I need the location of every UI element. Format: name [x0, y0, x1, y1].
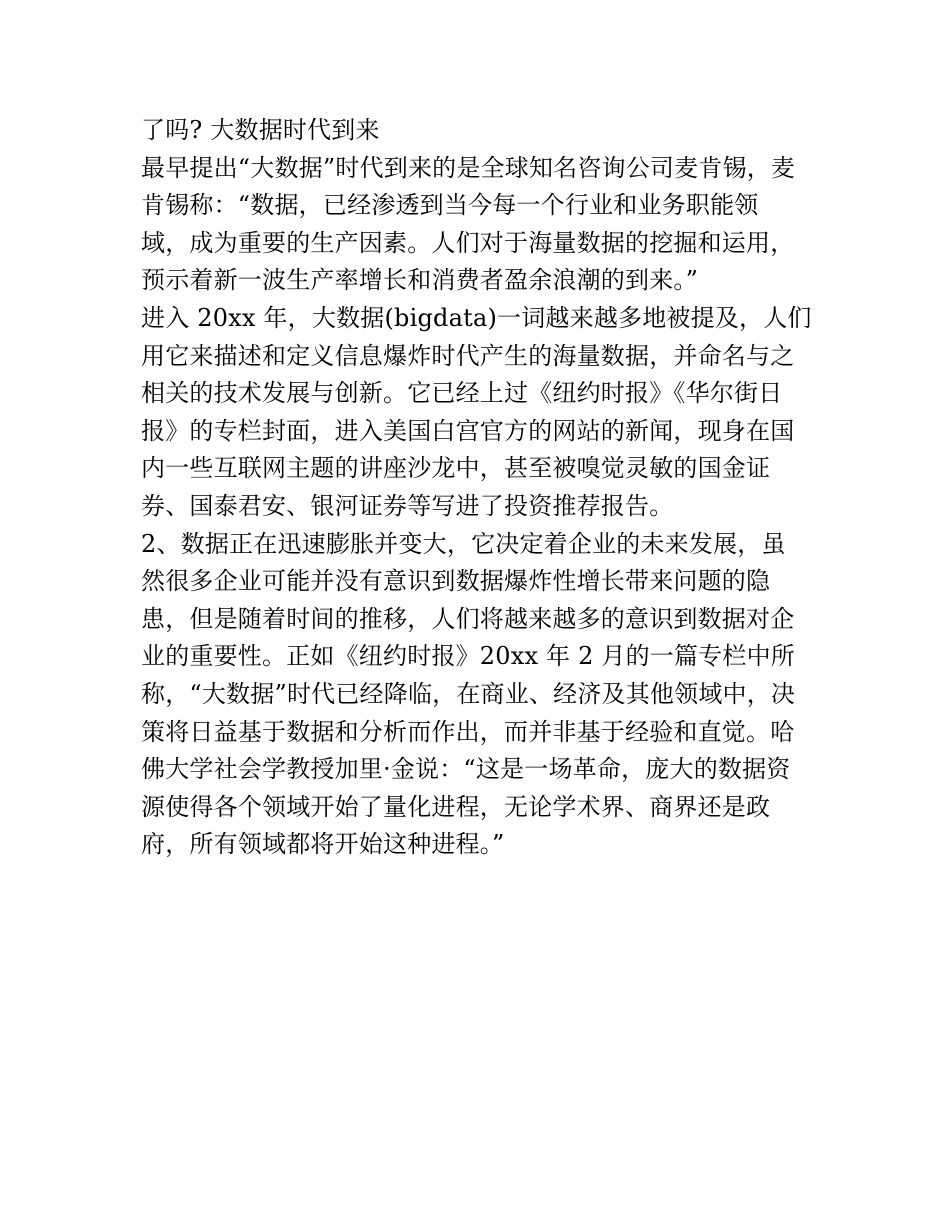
text-line: 然很多企业可能并没有意识到数据爆炸性增长带来问题的隐: [141, 567, 771, 596]
text-line: 府，所有领域都将开始这种进程。”: [141, 830, 505, 859]
text-line: 佛大学社会学教授加里·金说：“这是一场革命，庞大的数据资: [141, 755, 791, 784]
text-line: 了吗? 大数据时代到来: [141, 116, 380, 144]
text-line: 肯锡称：“数据，已经渗透到当今每一个行业和业务职能领: [141, 191, 759, 220]
text-line: 称，“大数据”时代已经降临，在商业、经济及其他领域中，决: [141, 679, 796, 708]
text-line: 用它来描述和定义信息爆炸时代产生的海量数据，并命名与之: [141, 341, 795, 370]
text-line: 策将日益基于数据和分析而作出，而并非基于经验和直觉。哈: [141, 717, 795, 746]
text-line: 业的重要性。正如《纽约时报》20xx 年 2 月的一篇专栏中所: [141, 642, 795, 671]
text-line: 券、国泰君安、银河证券等写进了投资推荐报告。: [141, 491, 674, 520]
text-line: 源使得各个领域开始了量化进程，无论学术界、商界还是政: [141, 792, 771, 821]
text-line: 进入 20xx 年，大数据(bigdata)一词越来越多地被提及，人们: [141, 303, 812, 332]
document-body: [141, 112, 811, 864]
text-line: 预示着新一波生产率增长和消费者盈余浪潮的到来。”: [141, 266, 699, 295]
text-line: 患，但是随着时间的推移，人们将越来越多的意识到数据对企: [141, 604, 795, 633]
text-line: 报》的专栏封面，进入美国白宫官方的网站的新闻，现身在国: [141, 416, 795, 445]
text-line: 内一些互联网主题的讲座沙龙中，甚至被嗅觉灵敏的国金证: [141, 454, 771, 483]
text-line: 最早提出“大数据”时代到来的是全球知名咨询公司麦肯锡，麦: [141, 153, 796, 182]
text-line: 域，成为重要的生产因素。人们对于海量数据的挖掘和运用，: [141, 228, 795, 257]
text-line: 2、数据正在迅速膨胀并变大，它决定着企业的未来发展，虽: [141, 529, 786, 558]
text-line: 相关的技术发展与创新。它已经上过《纽约时报》《华尔街日: [141, 379, 783, 408]
